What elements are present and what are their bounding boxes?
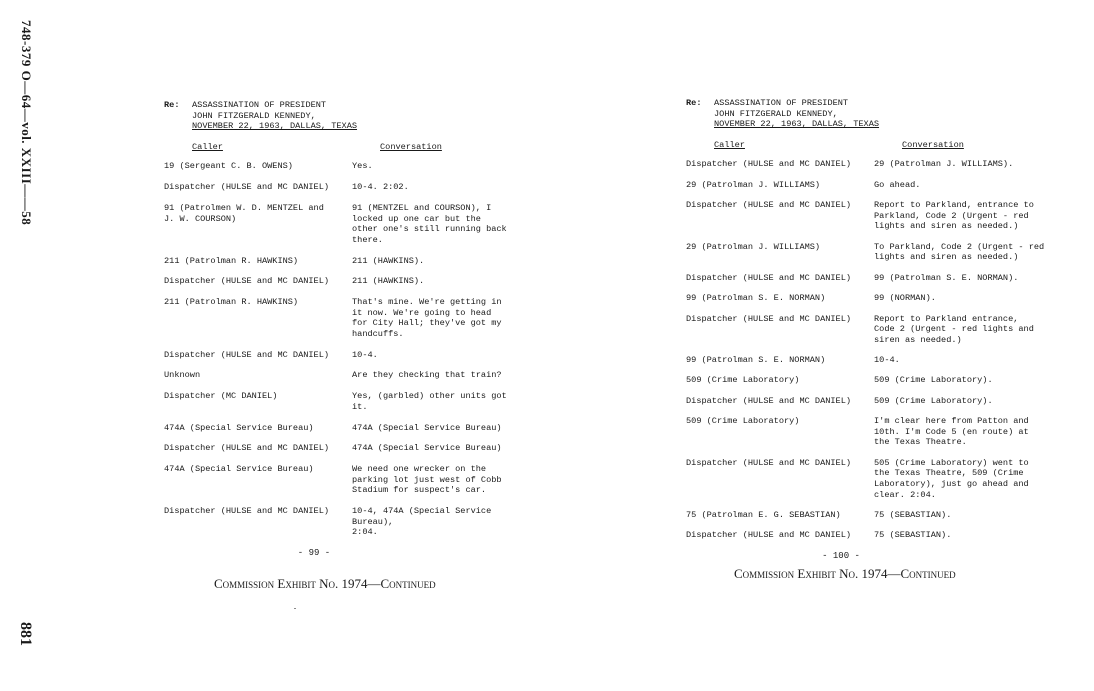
- transcript-row: [164, 423, 544, 434]
- conversation-cell: 509 (Crime Laboratory).: [874, 395, 993, 406]
- side-volume-label: 748-379 O—64—vol. XXIII——58: [19, 20, 34, 226]
- re-label: Re:: [686, 98, 702, 108]
- conversation-cell: Yes, (garbled) other units got it.: [352, 391, 507, 412]
- transcript-row: [164, 464, 544, 496]
- transcript-row: [686, 396, 1076, 407]
- re-line-date: NOVEMBER 22, 1963, DALLAS, TEXAS: [192, 121, 358, 132]
- transcript-row: [686, 200, 1076, 232]
- conversation-cell: I'm clear here from Patton and 10th. I'm Code 5 (en route) at the Texas Theatre.: [874, 416, 1029, 448]
- caller-header: Caller: [192, 141, 223, 152]
- transcript-row: [686, 314, 1076, 346]
- conversation-cell: 91 (MENTZEL and COURSON), I locked up one car but the other one's still running back there.: [352, 202, 507, 245]
- transcript-row: [686, 180, 1076, 191]
- transcript-row: [686, 355, 1076, 366]
- page-no: - 100 -: [822, 550, 860, 561]
- transcript-row: [164, 391, 544, 412]
- transcript-row: [686, 159, 1076, 170]
- conversation-cell: Yes.: [352, 161, 373, 172]
- conversation-cell: 509 (Crime Laboratory).: [874, 375, 993, 386]
- caller-cell: 19 (Sergeant C. B. OWENS): [164, 161, 293, 172]
- caller-cell: 509 (Crime Laboratory): [686, 416, 800, 427]
- caller-cell: 99 (Patrolman S. E. NORMAN): [686, 293, 826, 304]
- transcript-row: [164, 443, 544, 454]
- transcript-row: [686, 293, 1076, 304]
- conversation-cell: 10-4, 474A (Special Service Bureau), 2:04.: [352, 506, 492, 538]
- transcript-row: [686, 510, 1076, 521]
- transcript-row: [164, 276, 544, 287]
- right-page: [686, 98, 1076, 562]
- transcript-row: [686, 375, 1076, 386]
- transcript-row: [686, 242, 1076, 263]
- transcript-rows: [164, 161, 544, 538]
- transcript-row: [686, 273, 1076, 284]
- caller-cell: 474A (Special Service Bureau): [164, 464, 314, 475]
- caller-cell: Dispatcher (HULSE and MC DANIEL): [164, 349, 330, 360]
- conversation-cell: 99 (Patrolman S. E. NORMAN).: [874, 272, 1019, 283]
- caller-cell: 509 (Crime Laboratory): [686, 375, 800, 386]
- caller-cell: Dispatcher (HULSE and MC DANIEL): [686, 313, 852, 324]
- caller-cell: Dispatcher (HULSE and MC DANIEL): [686, 200, 852, 211]
- caller-cell: Dispatcher (HULSE and MC DANIEL): [686, 159, 852, 170]
- transcript-row: [164, 297, 544, 339]
- transcript-row: [686, 416, 1076, 448]
- conversation-header: Conversation: [380, 141, 442, 152]
- page-no: - 99 -: [297, 548, 331, 559]
- caller-cell: Dispatcher (HULSE and MC DANIEL): [686, 457, 852, 468]
- conversation-cell: 99 (NORMAN).: [874, 293, 936, 304]
- conversation-cell: 29 (Patrolman J. WILLIAMS).: [874, 159, 1014, 170]
- re-line-date: NOVEMBER 22, 1963, DALLAS, TEXAS: [714, 119, 880, 130]
- re-line: JOHN FITZGERALD KENNEDY,: [192, 110, 316, 121]
- caller-cell: 29 (Patrolman J. WILLIAMS): [686, 241, 821, 252]
- conversation-cell: 10-4.: [874, 355, 900, 366]
- caller-cell: 99 (Patrolman S. E. NORMAN): [686, 355, 826, 366]
- caller-cell: 211 (Patrolman R. HAWKINS): [164, 255, 299, 266]
- transcript-row: [164, 203, 544, 245]
- scan-mark: [294, 608, 296, 609]
- conversation-cell: 75 (SEBASTIAN).: [874, 510, 952, 520]
- caller-cell: Dispatcher (HULSE and MC DANIEL): [164, 506, 330, 517]
- re-line: JOHN FITZGERALD KENNEDY,: [714, 108, 838, 119]
- caller-cell: Dispatcher (HULSE and MC DANIEL): [164, 182, 330, 193]
- conversation-cell: 505 (Crime Laboratory) went to the Texas Theatre, 509 (Crime Laboratory), just go ahead and clear. 2:04.: [874, 457, 1029, 500]
- caller-cell: Unknown: [164, 370, 201, 381]
- re-line: ASSASSINATION OF PRESIDENT: [192, 100, 327, 110]
- conversation-cell: To Parkland, Code 2 (Urgent - red lights and siren as needed.): [874, 241, 1045, 263]
- exhibit-caption: Commission Exhibit No. 1974—Continued: [214, 576, 436, 591]
- transcript-row: [164, 256, 544, 267]
- conversation-cell: That's mine. We're getting in it now. We're going to head for City Hall; they've got my handcuffs.: [352, 297, 502, 339]
- left-page: [164, 100, 544, 559]
- transcript-row: [164, 161, 544, 172]
- caller-cell: 211 (Patrolman R. HAWKINS): [164, 297, 299, 308]
- conversation-cell: 474A (Special Service Bureau): [352, 443, 502, 454]
- conversation-cell: 474A (Special Service Bureau): [352, 422, 502, 433]
- re-line: ASSASSINATION OF PRESIDENT: [714, 98, 849, 108]
- page-number: 881: [17, 622, 34, 646]
- caller-cell: Dispatcher (HULSE and MC DANIEL): [686, 272, 852, 283]
- transcript-row: [686, 530, 1076, 541]
- caller-header: Caller: [714, 139, 745, 150]
- conversation-cell: We need one wrecker on the parking lot just west of Cobb Stadium for suspect's car.: [352, 464, 502, 496]
- caller-cell: Dispatcher (HULSE and MC DANIEL): [164, 276, 330, 287]
- transcript-row: [164, 370, 544, 381]
- caller-cell: 75 (Patrolman E. G. SEBASTIAN): [686, 510, 841, 520]
- transcript-row: [164, 182, 544, 193]
- caller-cell: 29 (Patrolman J. WILLIAMS): [686, 179, 821, 190]
- conversation-cell: Report to Parkland, entrance to Parkland, Code 2 (Urgent - red lights and siren as needed.): [874, 200, 1034, 232]
- column-headers: [686, 140, 1076, 151]
- re-label: Re:: [164, 100, 180, 110]
- caller-cell: Dispatcher (MC DANIEL): [164, 391, 278, 402]
- caller-cell: 474A (Special Service Bureau): [164, 422, 314, 433]
- caller-cell: Dispatcher (HULSE and MC DANIEL): [164, 443, 330, 454]
- conversation-cell: 10-4. 2:02.: [352, 182, 409, 193]
- re-block: [164, 100, 544, 132]
- re-block: [686, 98, 1076, 130]
- conversation-cell: Go ahead.: [874, 179, 921, 190]
- conversation-cell: 75 (SEBASTIAN).: [874, 530, 952, 541]
- conversation-cell: Are they checking that train?: [352, 370, 502, 381]
- conversation-header: Conversation: [902, 139, 964, 150]
- exhibit-caption: Commission Exhibit No. 1974—Continued: [734, 566, 956, 581]
- caller-cell: Dispatcher (HULSE and MC DANIEL): [686, 395, 852, 406]
- conversation-cell: 211 (HAWKINS).: [352, 255, 425, 266]
- caller-cell: 91 (Patrolmen W. D. MENTZEL and J. W. COURSON): [164, 202, 324, 224]
- transcript-rows: [686, 159, 1076, 541]
- transcript-row: [164, 506, 544, 538]
- transcript-row: [164, 350, 544, 361]
- conversation-cell: 211 (HAWKINS).: [352, 276, 425, 287]
- caller-cell: Dispatcher (HULSE and MC DANIEL): [686, 530, 852, 541]
- conversation-cell: 10-4.: [352, 349, 378, 360]
- column-headers: [164, 142, 544, 153]
- conversation-cell: Report to Parkland entrance, Code 2 (Urgent - red lights and siren as needed.): [874, 313, 1034, 345]
- transcript-row: [686, 458, 1076, 500]
